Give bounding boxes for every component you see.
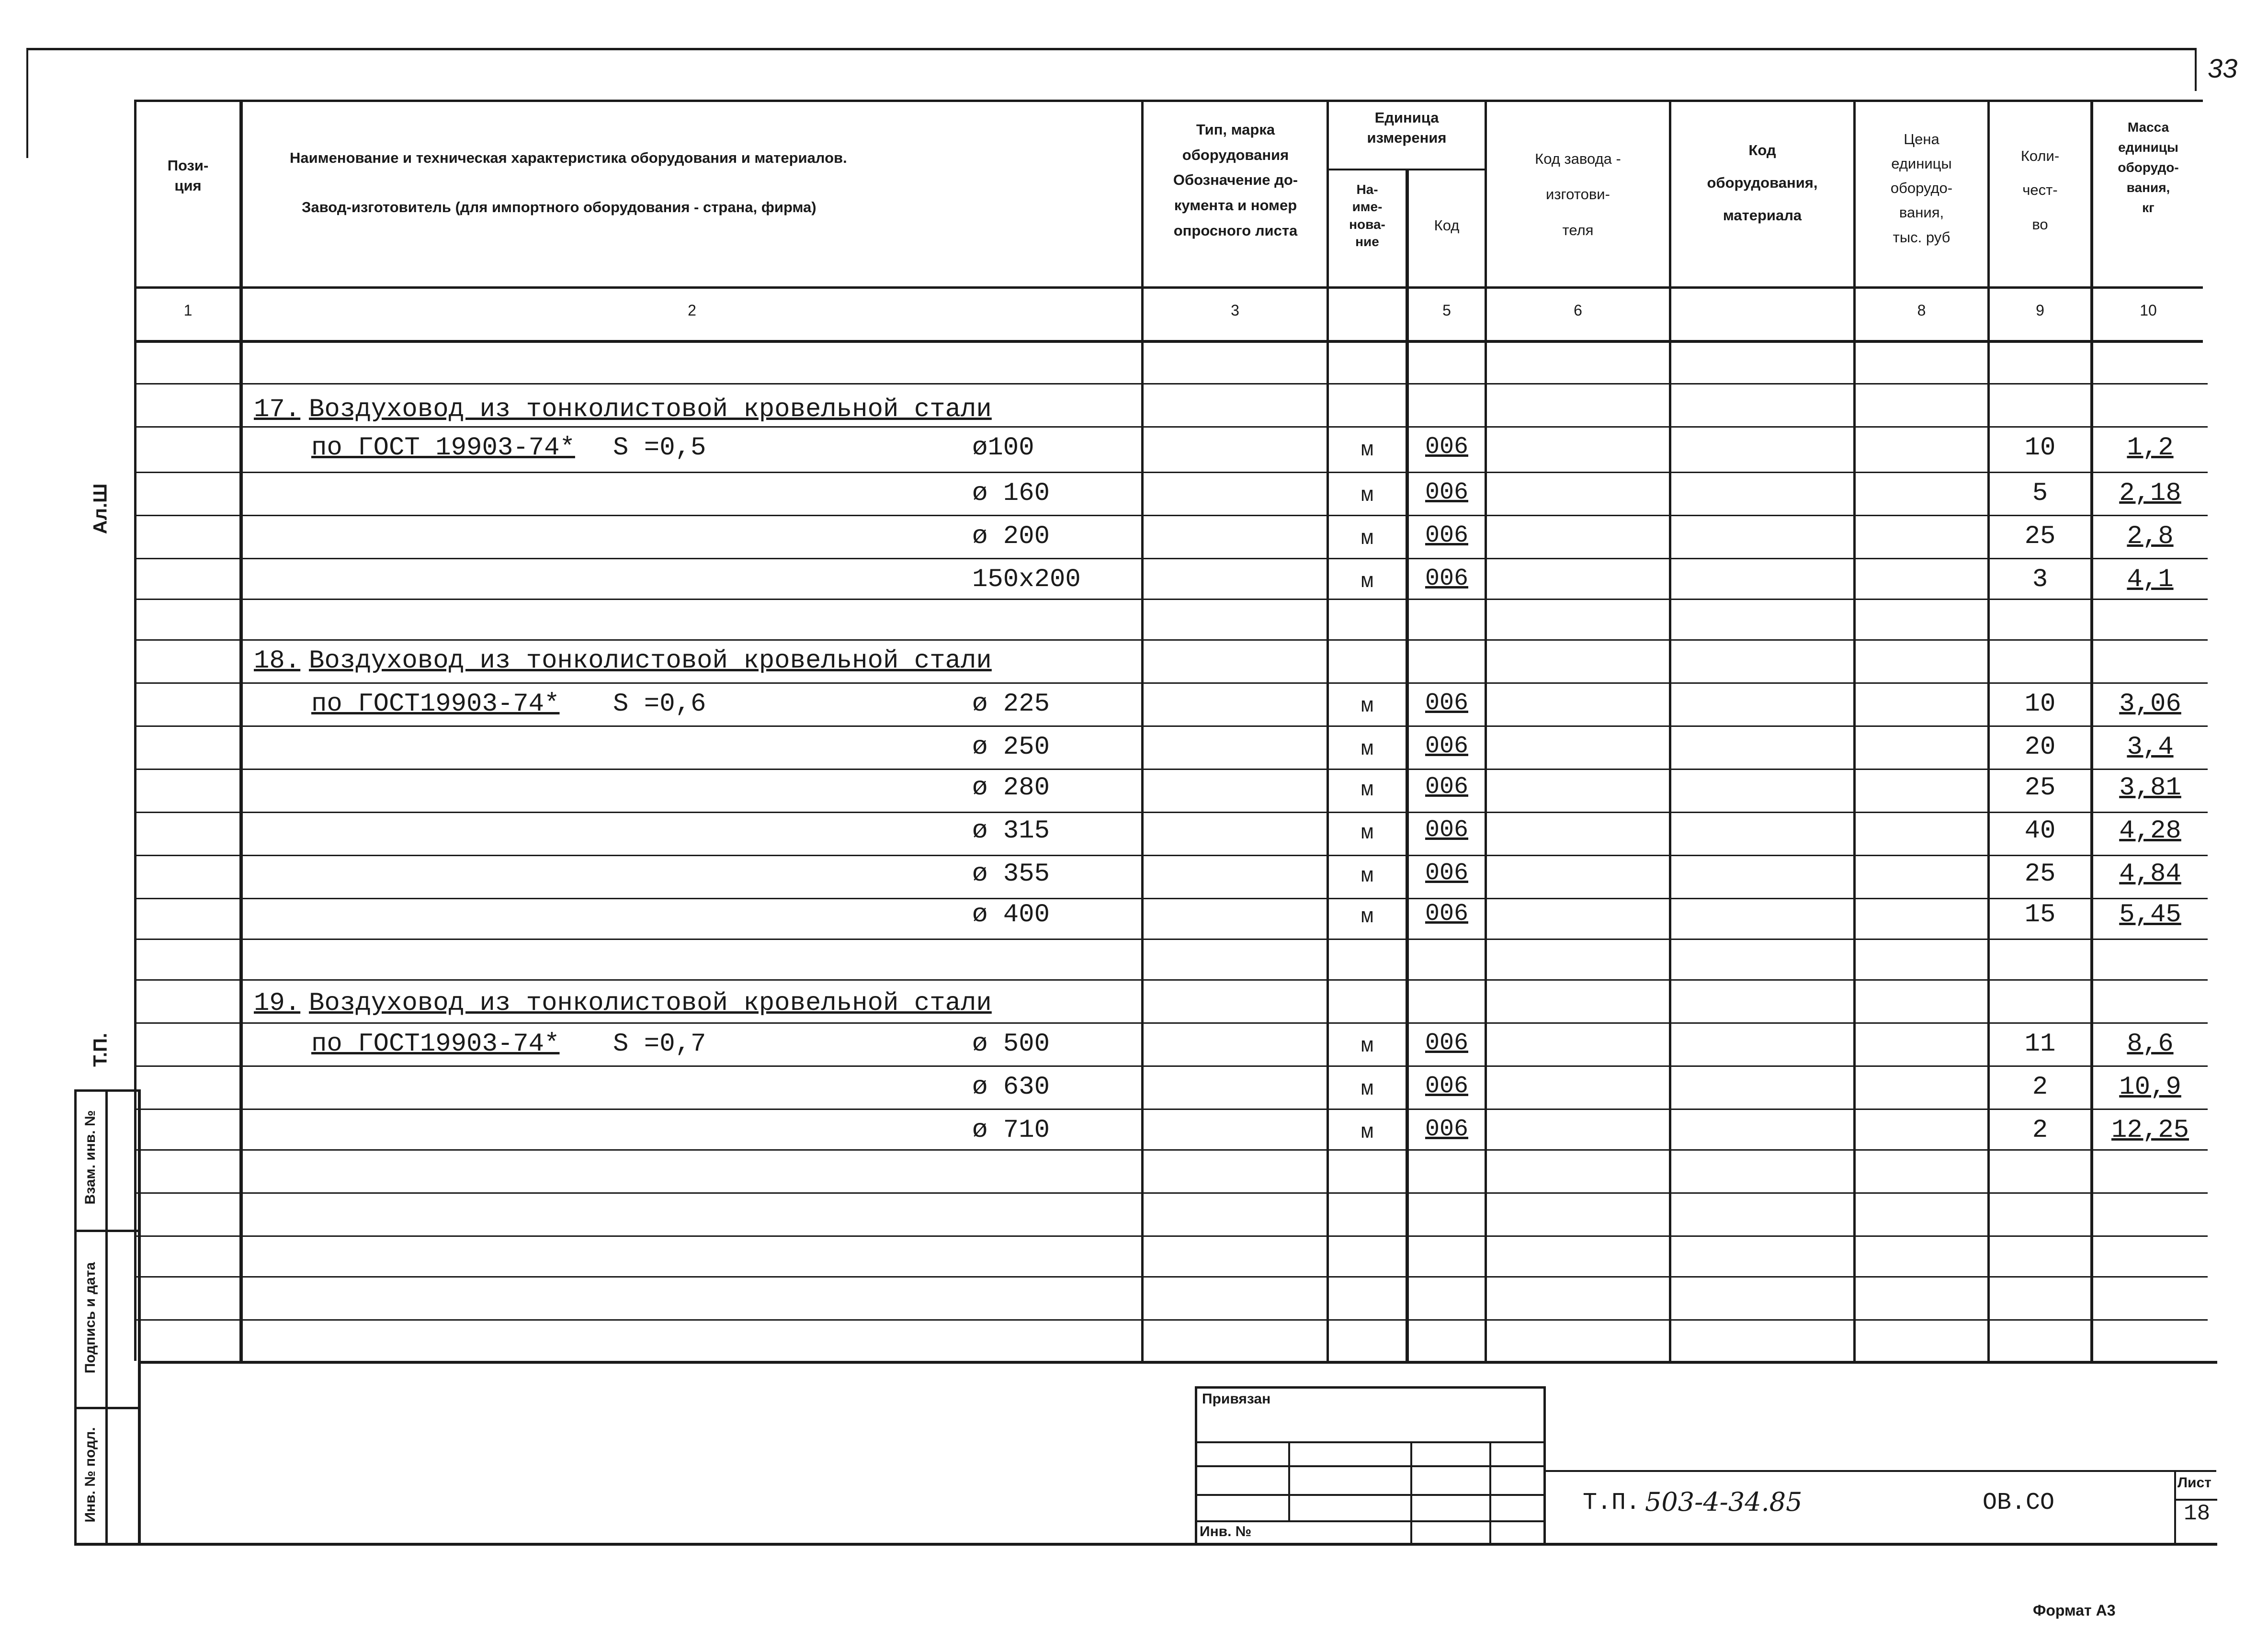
item-mass: 3,81	[2119, 773, 2181, 803]
item-unit: м	[1361, 737, 1374, 761]
header-price: Цена единицы оборудо- вания, тыс. руб	[1890, 131, 1953, 246]
stamp-inv-no: Инв. №	[1200, 1524, 1252, 1539]
row-separator	[134, 1319, 2208, 1321]
item-size: ø 400	[972, 900, 1050, 929]
item-quantity: 40	[2024, 816, 2056, 846]
table-top-line	[134, 100, 2203, 102]
side-strip-left	[74, 1089, 77, 1544]
top-frame-line	[26, 48, 2196, 50]
col-line-3	[1327, 100, 1329, 1361]
stamp-top-line	[1195, 1386, 1544, 1389]
group-title: Воздуховод из тонколистовой кровельной стали	[309, 646, 992, 676]
stamp-privyazan: Привязан	[1202, 1391, 1271, 1407]
group-thickness: S =0,7	[613, 1030, 706, 1059]
row-separator	[134, 515, 2208, 516]
group-gost: по ГОСТ 19903-74*	[311, 433, 575, 463]
item-code: 006	[1425, 433, 1468, 461]
item-unit: м	[1361, 1120, 1374, 1144]
item-quantity: 25	[2024, 773, 2056, 803]
item-quantity: 5	[2032, 479, 2048, 508]
item-quantity: 15	[2024, 900, 2056, 929]
item-mass: 3,06	[2119, 690, 2181, 719]
titleblock-sheet-line	[2174, 1470, 2176, 1544]
group-gost: по ГОСТ19903-74*	[311, 1030, 560, 1059]
item-code: 006	[1425, 479, 1468, 506]
item-mass: 4,28	[2119, 816, 2181, 846]
item-unit: м	[1361, 484, 1374, 508]
group-thickness: S =0,5	[613, 433, 706, 463]
row-separator	[134, 898, 2208, 899]
row-separator	[134, 1276, 2208, 1278]
header-plant-code: Код завода - изготови- теля	[1535, 150, 1621, 238]
header-unit-group: Единица измерения	[1367, 109, 1447, 146]
group-title-number: 18.	[254, 646, 301, 676]
row-separator	[134, 383, 2208, 385]
row-separator	[134, 558, 2208, 559]
item-size: ø 710	[972, 1116, 1050, 1145]
item-unit: м	[1361, 821, 1374, 845]
header-type: Тип, марка оборудования Обозначение до- кумента и номер опросного листа	[1173, 121, 1298, 239]
bottom-frame-line	[74, 1543, 2217, 1546]
item-code: 006	[1425, 773, 1468, 801]
header-name-line2: Завод-изготовитель (для импортного оборудования - страна, фирма)	[302, 199, 816, 215]
group-thickness: S =0,6	[613, 690, 706, 719]
side-strip-sep1	[74, 1230, 139, 1232]
col-line-5	[1485, 100, 1487, 1361]
side-inv-podl: Инв. № подл.	[82, 1427, 98, 1523]
item-size: ø 355	[972, 860, 1050, 889]
item-quantity: 25	[2024, 860, 2056, 889]
row-separator	[134, 725, 2208, 727]
stamp-row-3	[1195, 1494, 1544, 1496]
item-unit: м	[1361, 1077, 1374, 1101]
doc-code: ОВ.СО	[1983, 1489, 2055, 1516]
item-code: 006	[1425, 900, 1468, 928]
item-unit: м	[1361, 694, 1374, 718]
row-separator	[134, 1109, 2208, 1110]
item-unit: м	[1361, 1034, 1374, 1058]
item-unit: м	[1361, 570, 1374, 594]
stamp-row-4	[1195, 1520, 1544, 1522]
item-code: 006	[1425, 860, 1468, 887]
item-quantity: 2	[2032, 1073, 2048, 1102]
doc-number: 503-4-34.85	[1645, 1487, 1803, 1517]
row-separator	[134, 682, 2208, 684]
item-unit: м	[1361, 864, 1374, 888]
stamp-row-1	[1195, 1441, 1544, 1443]
side-vzam-inv: Взам. инв. №	[82, 1110, 98, 1205]
row-separator	[134, 939, 2208, 940]
header-bottom-line	[134, 286, 2203, 289]
format-label: Формат А3	[2033, 1602, 2116, 1619]
row-separator	[134, 979, 2208, 981]
colnum-3: 3	[1231, 302, 1239, 319]
item-mass: 12,25	[2111, 1116, 2189, 1145]
colnum-5: 5	[1442, 302, 1451, 319]
side-strip-right	[138, 1089, 141, 1544]
item-size: ø 280	[972, 773, 1050, 803]
item-mass: 2,8	[2127, 522, 2174, 551]
header-unit-code: Код	[1434, 217, 1460, 234]
item-code: 006	[1425, 1073, 1468, 1100]
stamp-row-2	[1195, 1465, 1544, 1467]
side-strip-mid	[105, 1089, 108, 1544]
sheet-number: 18	[2184, 1501, 2211, 1526]
table-bottom-line	[139, 1361, 2217, 1364]
item-unit: м	[1361, 527, 1374, 551]
item-quantity: 11	[2024, 1030, 2056, 1059]
item-mass: 3,4	[2127, 733, 2174, 762]
header-name-line1: Наименование и техническая характеристика оборудования и материалов.	[290, 149, 847, 166]
header-equipment-code: Код оборудования, материала	[1707, 142, 1818, 224]
left-frame-tick	[26, 48, 28, 158]
group-title-number: 19.	[254, 989, 301, 1018]
group-title-number: 17.	[254, 395, 301, 424]
item-quantity: 20	[2024, 733, 2056, 762]
item-code: 006	[1425, 733, 1468, 760]
stamp-col-3	[1489, 1441, 1491, 1544]
col-line-left	[134, 100, 136, 1361]
group-title: Воздуховод из тонколистовой кровельной стали	[309, 395, 992, 424]
row-separator	[134, 1022, 2208, 1024]
row-separator	[134, 855, 2208, 856]
col-line-9	[2090, 100, 2093, 1361]
stamp-col-1	[1288, 1441, 1290, 1520]
row-separator	[134, 1235, 2208, 1237]
row-separator	[134, 1192, 2208, 1194]
item-mass: 5,45	[2119, 900, 2181, 929]
row-separator	[134, 812, 2208, 813]
colnum-10: 10	[2140, 302, 2157, 319]
row-separator	[134, 639, 2208, 641]
side-tp-label: Т.П.	[90, 1033, 111, 1067]
item-unit: м	[1361, 438, 1374, 462]
item-size: ø 200	[972, 522, 1050, 551]
item-size: ø100	[972, 433, 1034, 463]
item-code: 006	[1425, 565, 1468, 592]
stamp-col-2	[1410, 1441, 1412, 1544]
colnum-9: 9	[2036, 302, 2044, 319]
titleblock-top-line	[1546, 1470, 2216, 1472]
col-line-6	[1669, 100, 1671, 1361]
item-size: ø 315	[972, 816, 1050, 846]
item-quantity: 10	[2024, 433, 2056, 463]
sheet-label: Лист	[2177, 1475, 2211, 1491]
header-unit-name: На- име- нова- ние	[1349, 182, 1385, 249]
colnum-1: 1	[183, 302, 193, 319]
header-mass: Масса единицы оборудо- вания, кг	[2118, 120, 2179, 215]
side-signature-date: Подпись и дата	[82, 1262, 98, 1374]
item-code: 006	[1425, 690, 1468, 717]
row-separator	[134, 472, 2208, 473]
row-separator	[134, 1065, 2208, 1067]
item-quantity: 25	[2024, 522, 2056, 551]
item-mass: 4,84	[2119, 860, 2181, 889]
doc-prefix: Т.П.	[1583, 1489, 1641, 1516]
col-line-7	[1853, 100, 1856, 1361]
item-mass: 4,1	[2127, 565, 2174, 594]
col-line-1	[239, 100, 243, 1361]
colnum-6: 6	[1574, 302, 1582, 319]
item-unit: м	[1361, 778, 1374, 802]
row-separator	[134, 426, 2208, 428]
item-quantity: 3	[2032, 565, 2048, 594]
group-gost: по ГОСТ19903-74*	[311, 690, 560, 719]
row-separator	[134, 769, 2208, 770]
item-code: 006	[1425, 1116, 1468, 1143]
item-mass: 10,9	[2119, 1073, 2181, 1102]
page-number: 33	[2208, 53, 2238, 83]
group-title: Воздуховод из тонколистовой кровельной стали	[309, 989, 992, 1018]
row-separator	[134, 599, 2208, 600]
colnum-2: 2	[688, 302, 696, 319]
right-frame-tick	[2195, 48, 2197, 91]
item-code: 006	[1425, 522, 1468, 549]
item-code: 006	[1425, 816, 1468, 844]
row-separator	[134, 1149, 2208, 1151]
header-quantity: Коли- чест- во	[2020, 147, 2060, 233]
titleblock-sheet-sep	[2174, 1499, 2217, 1501]
col-line-8	[1987, 100, 1990, 1361]
item-unit: м	[1361, 905, 1374, 929]
item-mass: 8,6	[2127, 1030, 2174, 1059]
item-mass: 2,18	[2119, 479, 2181, 508]
item-quantity: 10	[2024, 690, 2056, 719]
col-line-2	[1141, 100, 1144, 1361]
item-mass: 1,2	[2127, 433, 2174, 463]
col-line-4	[1406, 169, 1409, 1361]
item-code: 006	[1425, 1030, 1468, 1057]
item-size: ø 630	[972, 1073, 1050, 1102]
item-size: ø 500	[972, 1030, 1050, 1059]
colnum-8: 8	[1917, 302, 1926, 319]
header-position: Пози- ция	[167, 157, 209, 194]
item-size: ø 160	[972, 479, 1050, 508]
item-size: ø 225	[972, 690, 1050, 719]
side-album-label: Ал.Ш	[90, 483, 111, 534]
item-size: ø 250	[972, 733, 1050, 762]
item-quantity: 2	[2032, 1116, 2048, 1145]
item-size: 150x200	[972, 565, 1081, 594]
colnum-bottom-line	[134, 340, 2203, 343]
